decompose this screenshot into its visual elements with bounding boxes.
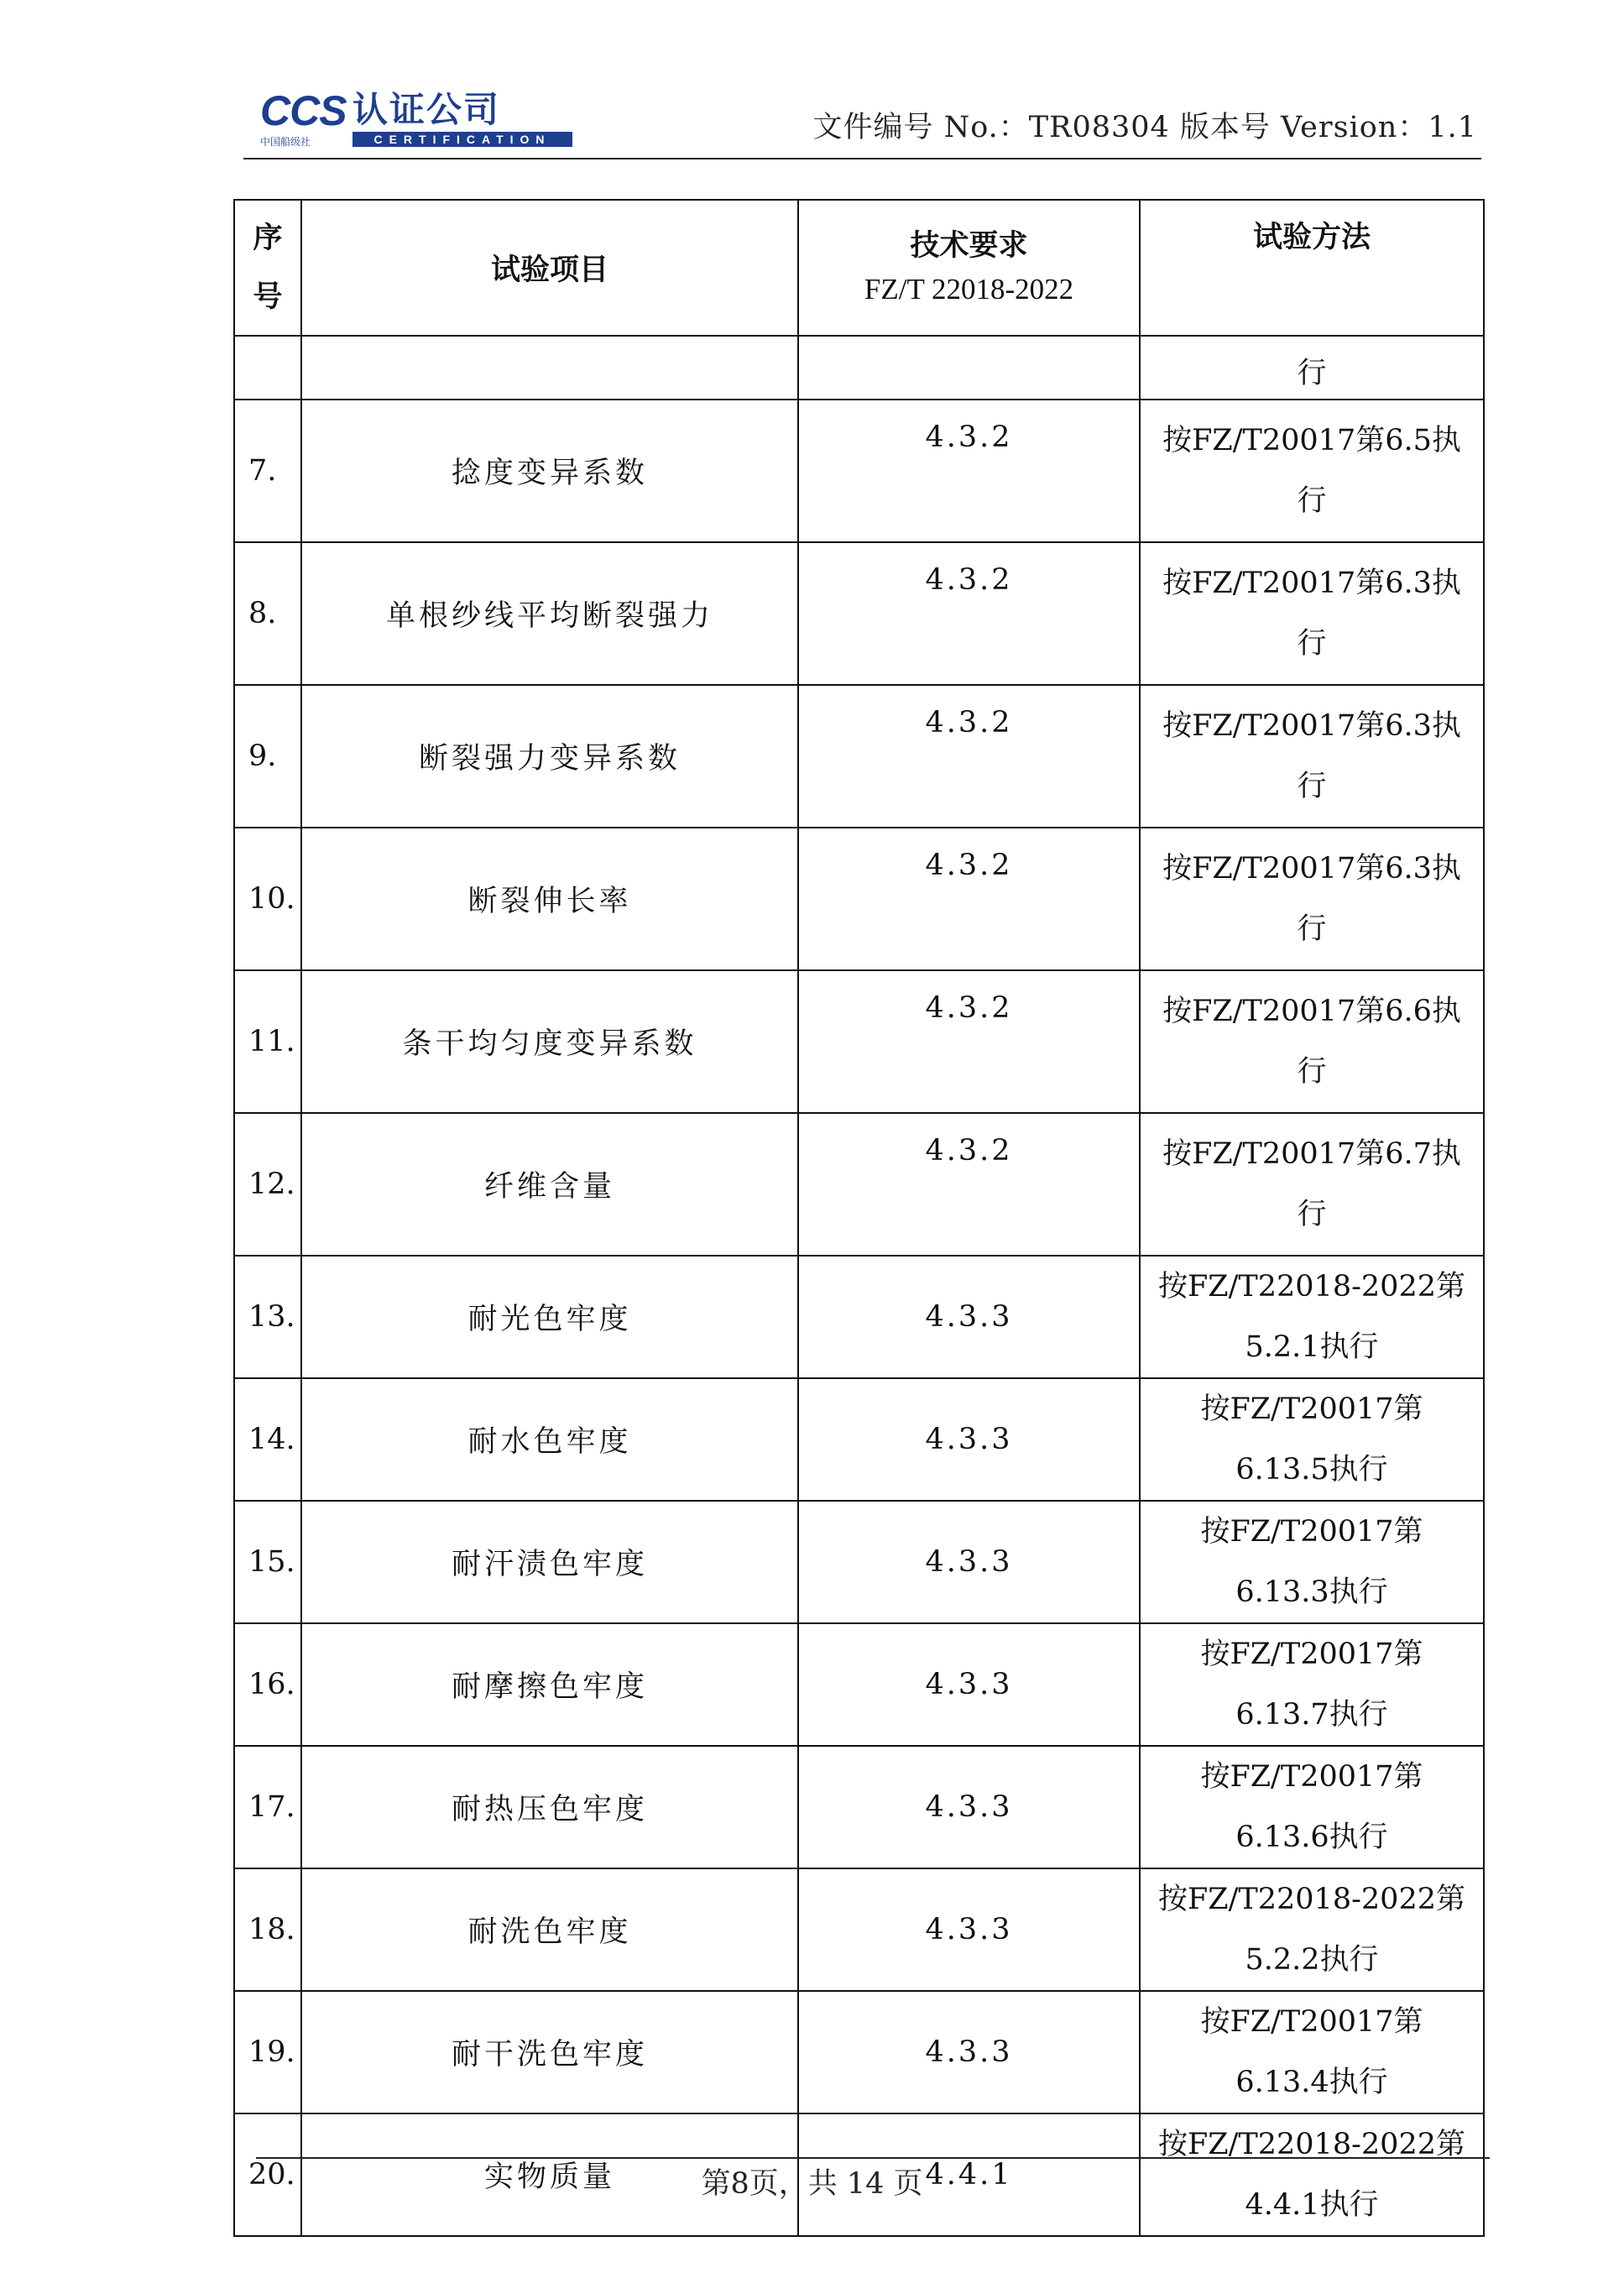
- cell-no: 8.: [234, 542, 301, 685]
- cell-no: 7.: [234, 400, 301, 542]
- cell-no: 18.: [234, 1868, 301, 1991]
- document-number: 文件编号 No.：TR08304 版本号 Version：1.1: [812, 111, 1477, 144]
- cell-req: 4.3.2: [798, 400, 1140, 542]
- logo-certification-bar: CERTIFICATION: [352, 132, 572, 147]
- header-req-standard: FZ/T 22018-2022: [864, 273, 1074, 306]
- header-test-item: 试验项目: [301, 200, 798, 336]
- cell-req: 4.3.3: [798, 1868, 1140, 1991]
- cell-req: [798, 336, 1140, 400]
- cell-method: [1140, 1868, 1484, 1991]
- method-line-1: 按FZ/T20017第6.7执: [1162, 1137, 1461, 1171]
- header-test-method: 试验方法: [1140, 200, 1484, 336]
- method-line-2: 行: [1297, 1198, 1327, 1231]
- cell-method: [1140, 400, 1484, 542]
- cell-req: 4.3.3: [798, 1501, 1140, 1623]
- cell-item: 断裂强力变异系数: [301, 685, 798, 828]
- method-line-1: 按FZ/T20017第: [1200, 1760, 1423, 1794]
- cell-item: 耐干洗色牢度: [301, 1991, 798, 2113]
- cell-method: [1140, 1746, 1484, 1868]
- footer-divider: [256, 2157, 1490, 2159]
- table-row: [234, 1113, 1484, 1256]
- cell-req: 4.3.2: [798, 828, 1140, 970]
- method-line-1: 按FZ/T22018-2022第: [1158, 1270, 1465, 1304]
- table-row: [234, 1746, 1484, 1868]
- cell-no: 10.: [234, 828, 301, 970]
- method-line-2: 行: [1297, 627, 1327, 661]
- cell-item: 耐摩擦色牢度: [301, 1623, 798, 1746]
- header-technical-requirement: [798, 200, 1140, 336]
- method-line-1: 按FZ/T20017第6.3执: [1162, 567, 1461, 600]
- table-row: [234, 542, 1484, 685]
- table-row: [234, 970, 1484, 1113]
- cell-item: 耐汗渍色牢度: [301, 1501, 798, 1623]
- cell-item: 条干均匀度变异系数: [301, 970, 798, 1113]
- test-items-table: [233, 199, 1485, 2237]
- table-row: [234, 1991, 1484, 2113]
- header-req-title: 技术要求: [910, 229, 1028, 263]
- cell-method: [1140, 1623, 1484, 1746]
- table-row: [234, 1501, 1484, 1623]
- method-line-1: 按FZ/T20017第6.3执: [1162, 852, 1461, 886]
- table-row: [234, 1256, 1484, 1378]
- method-line-2: 行: [1297, 770, 1327, 803]
- cell-no: 14.: [234, 1378, 301, 1501]
- method-line-2: 6.13.4执行: [1235, 2066, 1388, 2099]
- method-line-2: 6.13.7执行: [1235, 1698, 1388, 1732]
- method-line-2: 行: [1297, 912, 1327, 946]
- cell-req: 4.3.3: [798, 1991, 1140, 2113]
- cell-no: [234, 336, 301, 400]
- cell-no: 16.: [234, 1623, 301, 1746]
- logo-ccs-text: CCS: [260, 87, 347, 134]
- method-line-1: 按FZ/T22018-2022第: [1158, 2128, 1465, 2161]
- cell-item: 纤维含量: [301, 1113, 798, 1256]
- cell-req: 4.3.2: [798, 1113, 1140, 1256]
- cell-req: 4.3.3: [798, 1746, 1140, 1868]
- cell-no: 15.: [234, 1501, 301, 1623]
- cell-method: 行: [1140, 336, 1484, 400]
- cell-item: 实物质量: [301, 2113, 798, 2236]
- cell-req: 4.3.3: [798, 1378, 1140, 1501]
- cell-method: [1140, 970, 1484, 1113]
- method-line-2: 行: [1297, 1055, 1327, 1089]
- cell-item: 耐水色牢度: [301, 1378, 798, 1501]
- table-row: [234, 1378, 1484, 1501]
- method-line-1: 按FZ/T20017第6.3执: [1162, 709, 1461, 743]
- method-line-2: 6.13.6执行: [1235, 1821, 1388, 1854]
- cell-method: [1140, 1991, 1484, 2113]
- cell-no: 11.: [234, 970, 301, 1113]
- cell-method: [1140, 1378, 1484, 1501]
- cell-req: 4.4.1: [798, 2113, 1140, 2236]
- page-header: [243, 84, 1481, 159]
- page-number: 第8页，共 14 页: [701, 2167, 923, 2201]
- table-row-continuation: [234, 336, 1484, 400]
- logo-subtitle: 中国船级社: [260, 136, 311, 148]
- method-line-1: 按FZ/T20017第: [1200, 1638, 1423, 1671]
- cell-method: [1140, 542, 1484, 685]
- ccs-certification-logo: [260, 87, 596, 149]
- logo-chinese-text: 认证公司: [352, 89, 501, 130]
- cell-no: 17.: [234, 1746, 301, 1868]
- cell-no: 9.: [234, 685, 301, 828]
- cell-method: [1140, 828, 1484, 970]
- cell-req: 4.3.2: [798, 542, 1140, 685]
- method-line-2: 6.13.3执行: [1235, 1575, 1388, 1609]
- cell-no: 20.: [234, 2113, 301, 2236]
- cell-item: 耐热压色牢度: [301, 1746, 798, 1868]
- cell-item: [301, 336, 798, 400]
- method-line-2: 4.4.1执行: [1245, 2188, 1379, 2222]
- cell-item: 耐光色牢度: [301, 1256, 798, 1378]
- cell-item: 断裂伸长率: [301, 828, 798, 970]
- method-line-1: 按FZ/T20017第: [1200, 1515, 1423, 1549]
- method-line-1: 按FZ/T20017第6.6执: [1162, 995, 1461, 1028]
- cell-item: 单根纱线平均断裂强力: [301, 542, 798, 685]
- cell-req: 4.3.3: [798, 1623, 1140, 1746]
- cell-no: 13.: [234, 1256, 301, 1378]
- cell-req: 4.3.2: [798, 685, 1140, 828]
- cell-method: [1140, 1256, 1484, 1378]
- table-row: [234, 828, 1484, 970]
- method-line-1: 按FZ/T20017第: [1200, 2005, 1423, 2039]
- table-row: [234, 685, 1484, 828]
- table-header-row: [234, 200, 1484, 336]
- cell-method: [1140, 1501, 1484, 1623]
- method-line-2: 6.13.5执行: [1235, 1453, 1388, 1486]
- method-line-1: 按FZ/T22018-2022第: [1158, 1883, 1465, 1916]
- method-line-2: 行: [1297, 484, 1327, 518]
- cell-req: 4.3.2: [798, 970, 1140, 1113]
- table-row: [234, 1868, 1484, 1991]
- cell-no: 12.: [234, 1113, 301, 1256]
- method-line-2: 5.2.2执行: [1245, 1943, 1379, 1977]
- cell-no: 19.: [234, 1991, 301, 2113]
- cell-item: 耐洗色牢度: [301, 1868, 798, 1991]
- header-serial-no: 序 号: [234, 200, 301, 336]
- method-line-1: 按FZ/T20017第6.5执: [1162, 424, 1461, 457]
- table-row: [234, 400, 1484, 542]
- method-line-2: 5.2.1执行: [1245, 1330, 1379, 1364]
- method-line-1: 按FZ/T20017第: [1200, 1392, 1423, 1426]
- cell-item: 捻度变异系数: [301, 400, 798, 542]
- cell-req: 4.3.3: [798, 1256, 1140, 1378]
- cell-method: [1140, 1113, 1484, 1256]
- table-row: [234, 1623, 1484, 1746]
- cell-method: [1140, 685, 1484, 828]
